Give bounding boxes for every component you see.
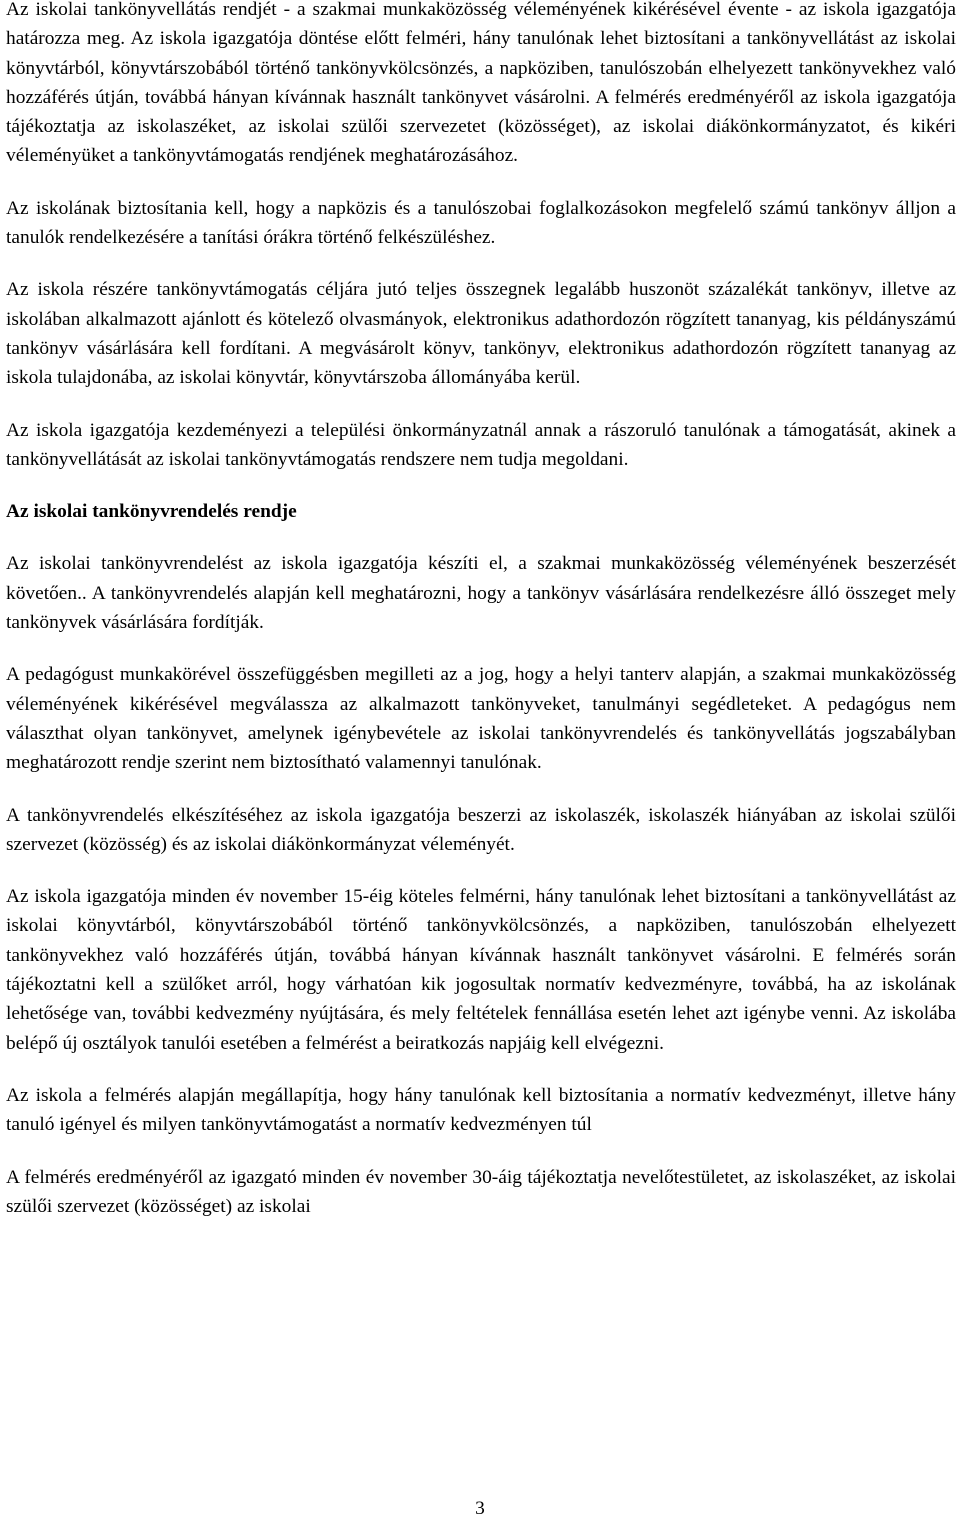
- paragraph-teacher-rights: A pedagógust munkakörével összefüggésben megilleti az a jog, hogy a helyi tanterv alapján, a szakmai munkaközösség véleményének kikérésével megválassza az alkalmazott tankönyveket, tanulmányi segédleteket. A pedagógus nem választhat olyan tankönyvet, amelynek igénybevétele az iskolai tankönyvrendelés és tankönyvellátás jogszabályban meghatározott rendje szerint nem biztosítható valamennyi tanulónak.: [6, 664, 956, 774]
- page-number: 3: [475, 1498, 485, 1519]
- document-page: [6, 0, 956, 1244]
- paragraph-opinions: A tankönyvrendelés elkészítéséhez az iskola igazgatója beszerzi az iskolaszék, iskolaszék hiányában az iskolai szülői szervezet (közösség) és az iskolai diákönkormányzat véleményét.: [6, 804, 956, 855]
- paragraph-november-30-report: A felmérés eredményéről az igazgató minden év november 30-áig tájékoztatja nevelőtestületet, az iskolaszéket, az iskolai szülői szervezet (közösséget) az iskolai: [6, 1166, 956, 1217]
- paragraph-municipal-support: Az iskola igazgatója kezdeményezi a települési önkormányzatnál annak a rászoruló tanulónak a támogatását, akinek a tankönyvellátását az iskolai tankönyvtámogatás rendszere nem tudja megoldani.: [6, 419, 956, 470]
- section-heading: Az iskolai tankönyvrendelés rendje: [6, 501, 297, 523]
- paragraph-november-survey: Az iskola igazgatója minden év november 15-éig köteles felmérni, hány tanulónak lehet biztosítani a tankönyvellátást az iskolai könyvtárból, könyvtárszobából történő tankönyvkölcsönzés, a napköziben, tanulószobán elhelyezett tankönyvekhez való hozzáférés útján, továbbá hányan kívánnak használt tankönyvet vásárolni. E felmérés során tájékoztatni kell a szülőket arról, hogy várhatóan kik jogosultak normatív kedvezményre, továbbá, ha az iskolának lehetősége van, további kedvezmény nyújtására, és mely feltételek fennállása esetén lehet azt igénybe venni. Az iskolába belépő új osztályok tanulói esetében a felmérést a beiratkozás napjáig kell elvégezni.: [6, 886, 956, 1054]
- paragraph-support-allocation: Az iskola részére tankönyvtámogatás céljára jutó teljes összegnek legalább huszonöt százalékát tankönyv, illetve az iskolában alkalmazott ajánlott és kötelező olvasmányok, elektronikus adathordozón rögzített tananyag, kis példányszámú tankönyv vásárlására kell fordítani. A megvásárolt könyv, tankönyv, elektronikus adathordozón rögzített tananyag az iskola tulajdonába, az iskolai könyvtár, könyvtárszoba állományába kerül.: [6, 279, 956, 389]
- paragraph-ordering-by-principal: Az iskolai tankönyvrendelést az iskola igazgatója készíti el, a szakmai munkaközösség véleményének beszerzését követően.. A tankönyvrendelés alapján kell meghatározni, hogy a tankönyv vásárlására rendelkezésre álló összeget mely tankönyvek vásárlására fordítják.: [6, 553, 956, 634]
- paragraph-textbook-supply-order: Az iskolai tankönyvellátás rendjét - a szakmai munkaközösség véleményének kikérésével évente - az iskola igazgatója határozza meg. Az iskola igazgatója döntése előtt felméri, hány tanulónak lehet biztosítani a tankönyvellátást az iskolai könyvtárból, könyvtárszobából történő tankönyvkölcsönzés, a napköziben, tanulószobán elhelyezett tankönyvekhez való hozzáférés útján, továbbá hányan kívánnak használt tankönyvet vásárolni. A felmérés eredményéről az iskola igazgatója tájékoztatja az iskolaszéket, az iskolai szülői szervezetet (közösséget), az iskolai diákönkormányzatot, és kikéri véleményüket a tankönyvtámogatás rendjének meghatározásához.: [6, 0, 956, 167]
- paragraph-survey-results: Az iskola a felmérés alapján megállapítja, hogy hány tanulónak kell biztosítania a normatív kedvezményt, illetve hány tanuló igényel és milyen tankönyvtámogatást a normatív kedvezményen túl: [6, 1084, 956, 1136]
- paragraph-afterschool-textbooks: Az iskolának biztosítania kell, hogy a napközis és a tanulószobai foglalkozásokon megfelelő számú tankönyv álljon a tanulók rendelkezésére a tanítási órákra történő felkészüléshez.: [6, 197, 956, 249]
